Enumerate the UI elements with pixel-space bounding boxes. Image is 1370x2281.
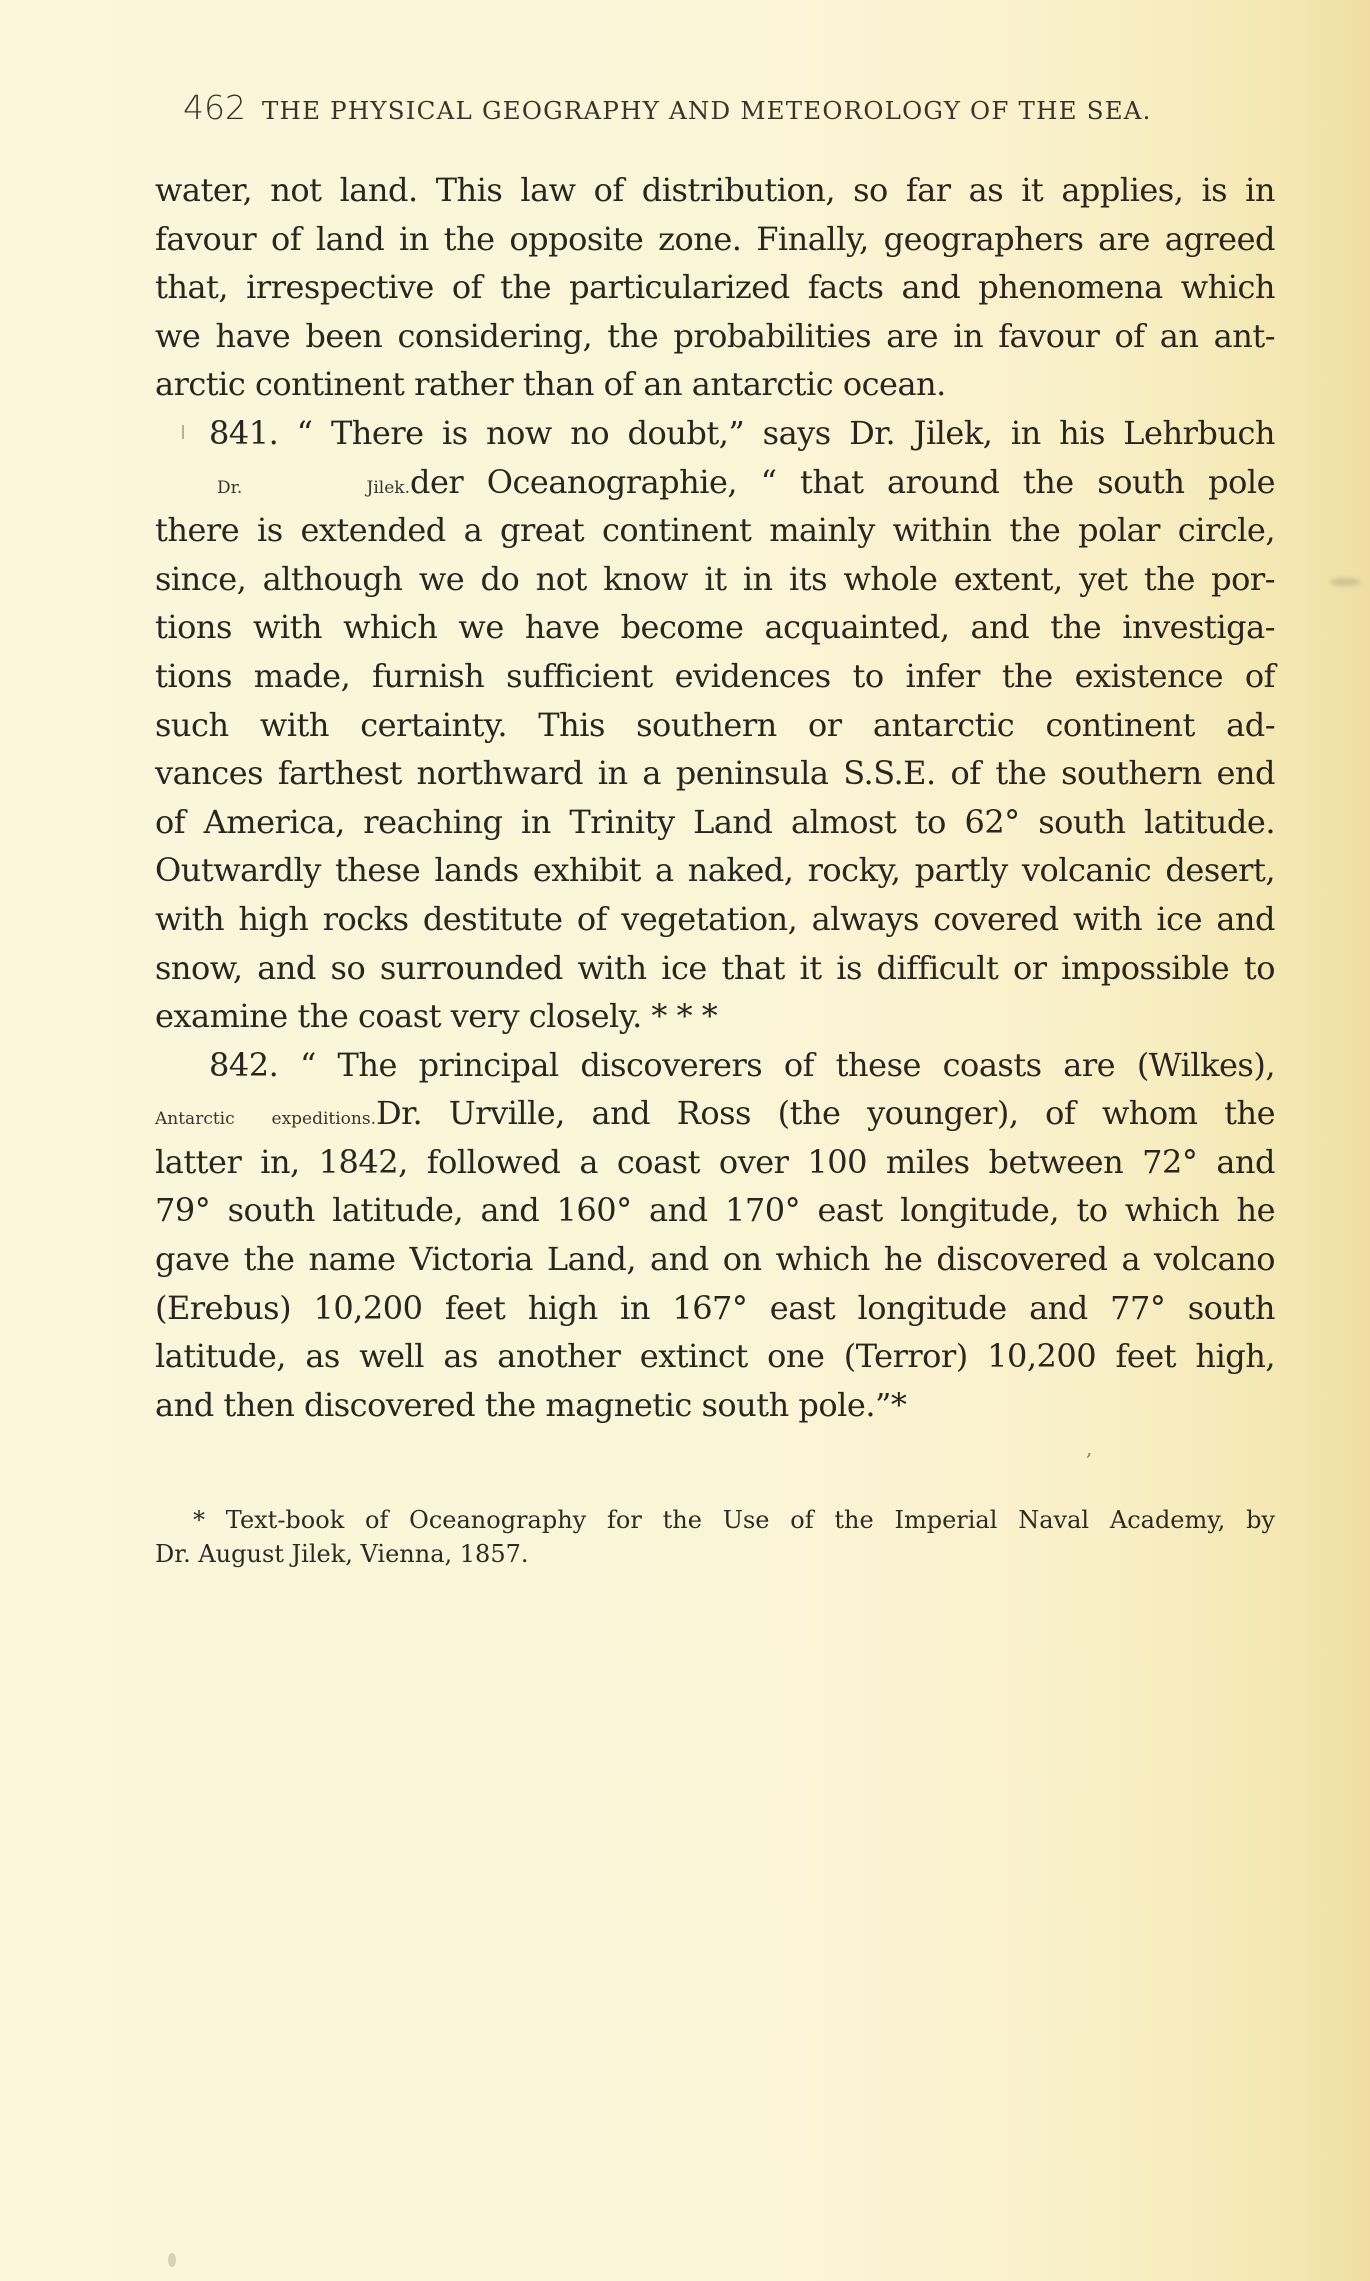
footnote-line: Dr. August Jilek, Vienna, 1857. bbox=[155, 1540, 529, 1568]
running-head bbox=[183, 88, 1258, 138]
scan-smudge bbox=[168, 2253, 176, 2267]
footnote-line: * Text-book of Oceanography for the Use of the Imperial Naval Academy, by bbox=[193, 1506, 1275, 1534]
body-text bbox=[155, 166, 1275, 1429]
paragraph-842-start: 842. “ The principal discoverers of these coasts are (Wilkes), bbox=[209, 1045, 1275, 1084]
text-line: tions with which we have become acquainted, and the investiga- bbox=[155, 608, 1275, 647]
text-line: such with certainty. This southern or antarctic continent ad- bbox=[155, 705, 1275, 744]
text-line: arctic continent rather than of an antarctic ocean. bbox=[155, 365, 946, 404]
text-line: latitude, as well as another extinct one (Terror) 10,200 feet high, bbox=[155, 1337, 1275, 1376]
text-line: there is extended a great continent mainly within the polar circle, bbox=[155, 511, 1275, 550]
text-line-with-margin-note: Dr. Jilek. der Oceanographie, “ that around the south pole bbox=[155, 458, 1275, 507]
text-line: that, irrespective of the particularized facts and phenomena which bbox=[155, 268, 1275, 307]
text-line: snow, and so surrounded with ice that it is difficult or impossible to bbox=[155, 948, 1275, 987]
text-line: examine the coast very closely. * * * bbox=[155, 997, 718, 1036]
running-title: THE PHYSICAL GEOGRAPHY AND METEOROLOGY OF THE SEA. bbox=[262, 96, 1152, 125]
text-line: of America, reaching in Trinity Land almost to 62° south latitude. bbox=[155, 802, 1275, 841]
scan-smudge bbox=[1330, 578, 1360, 586]
text-line: since, although we do not know it in its whole extent, yet the por- bbox=[155, 559, 1275, 598]
text-line: and then discovered the magnetic south pole.”* bbox=[155, 1385, 907, 1424]
text-line: 79° south latitude, and 160° and 170° east longitude, to which he bbox=[155, 1191, 1275, 1230]
paragraph-841-start: 841. “ There is now no doubt,” says Dr. Jilek, in his Lehrbuch bbox=[209, 413, 1275, 452]
text-line: (Erebus) 10,200 feet high in 167° east longitude and 77° south bbox=[155, 1288, 1275, 1327]
text-line-with-margin-note: Antarctic expeditions. Dr. Urville, and Ross (the younger), of whom the bbox=[155, 1089, 1275, 1138]
text-line: tions made, furnish sufficient evidences to infer the existence of bbox=[155, 656, 1275, 695]
text-line: gave the name Victoria Land, and on which he discovered a volcano bbox=[155, 1240, 1275, 1279]
text-line: Outwardly these lands exhibit a naked, rocky, partly volcanic desert, bbox=[155, 851, 1275, 890]
margin-note-dr-jilek: Dr. Jilek. bbox=[217, 477, 410, 498]
text-line: favour of land in the opposite zone. Finally, geographers are agreed bbox=[155, 219, 1275, 258]
text-line: with high rocks destitute of vegetation, always covered with ice and bbox=[155, 899, 1275, 938]
text-line: water, not land. This law of distribution, so far as it applies, is in bbox=[155, 171, 1275, 209]
text-line: we have been considering, the probabilities are in favour of an ant- bbox=[155, 316, 1275, 355]
scan-mark: , bbox=[1086, 1436, 1093, 1460]
margin-note-antarctic-expeditions: Antarctic expeditions. bbox=[155, 1109, 376, 1130]
footnote bbox=[155, 1503, 1275, 1571]
text-line: vances farthest northward in a peninsula S.S.E. of the southern end bbox=[155, 754, 1275, 793]
page-number: 462 bbox=[183, 88, 246, 127]
text-line: latter in, 1842, followed a coast over 100 miles between 72° and bbox=[155, 1142, 1275, 1181]
